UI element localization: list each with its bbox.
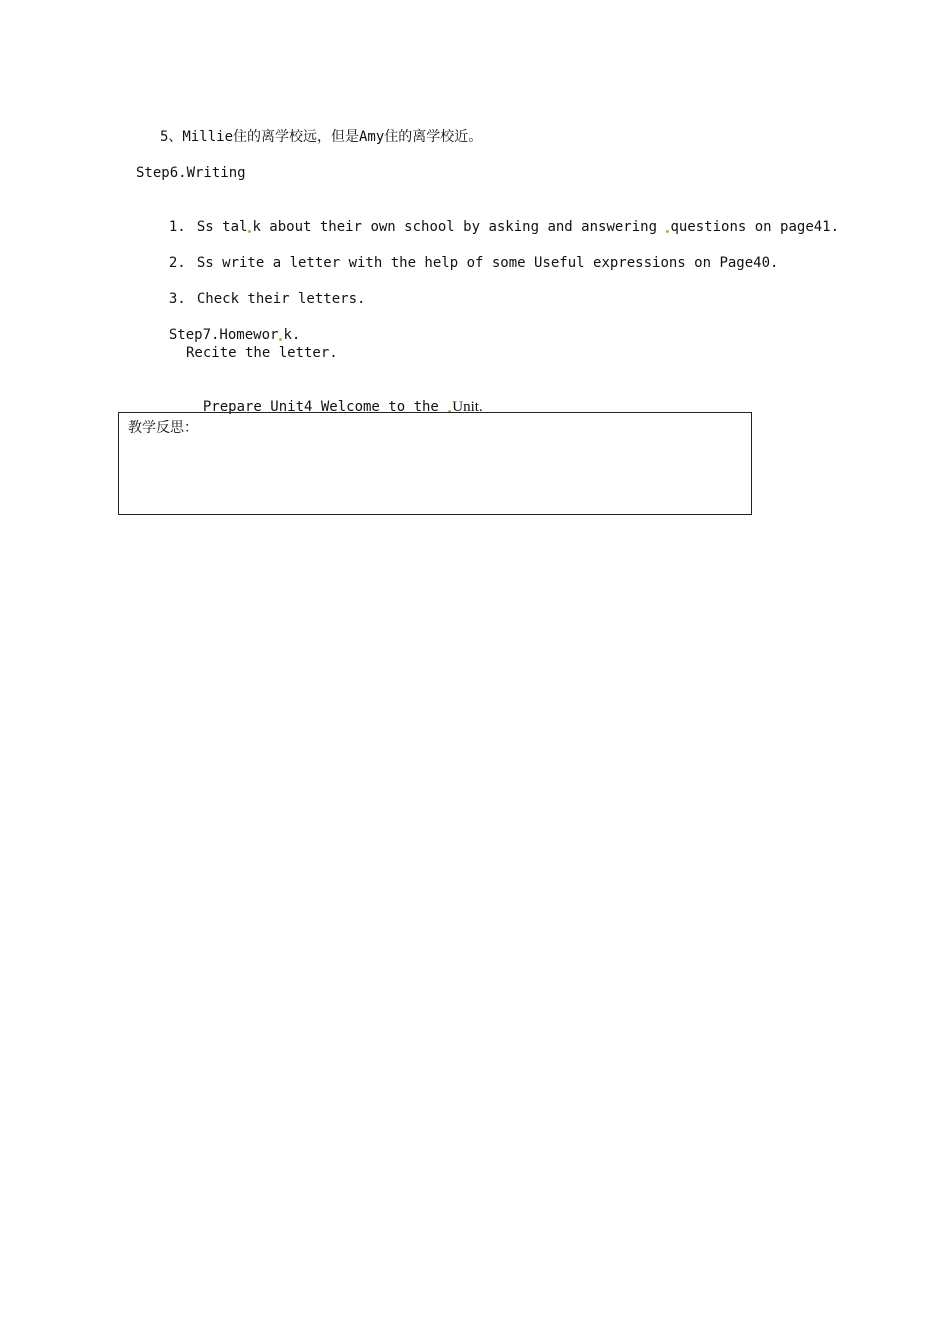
list-text: k about their own school by asking and answering (252, 219, 666, 235)
mark-dot (666, 230, 669, 233)
mark-dot (248, 230, 251, 233)
step6-item-1 (152, 200, 839, 236)
list-text: Ss write a letter with the help of some Useful expressions on Page40. (196, 255, 779, 271)
list-number: 1. (168, 219, 186, 235)
list-number: 2. (168, 255, 186, 271)
list-text: questions on page41. (670, 219, 840, 235)
list-text: Unit. (452, 399, 483, 415)
step6-item-2 (152, 236, 778, 272)
step7-item-1: Recite the letter. (186, 345, 338, 361)
list-text: Check their letters. (196, 291, 366, 307)
step7-title-text: Step7.Homewor (168, 327, 279, 343)
mark-dot (279, 338, 282, 341)
step6-title: Step6.Writing (136, 165, 246, 181)
step6-item-3 (152, 272, 365, 308)
list-number: 3. (168, 291, 186, 307)
step7-title (152, 308, 300, 344)
item-5: 5、Millie住的离学校远，但是Amy住的离学校近。 (160, 129, 483, 145)
list-text: Prepare Unit4 Welcome to the (202, 399, 448, 415)
list-text: Ss tal (196, 219, 248, 235)
reflection-label: 教学反思： (128, 420, 198, 436)
reflection-box (118, 412, 752, 515)
step7-item-2 (186, 380, 483, 416)
step7-title-text: k. (283, 327, 301, 343)
